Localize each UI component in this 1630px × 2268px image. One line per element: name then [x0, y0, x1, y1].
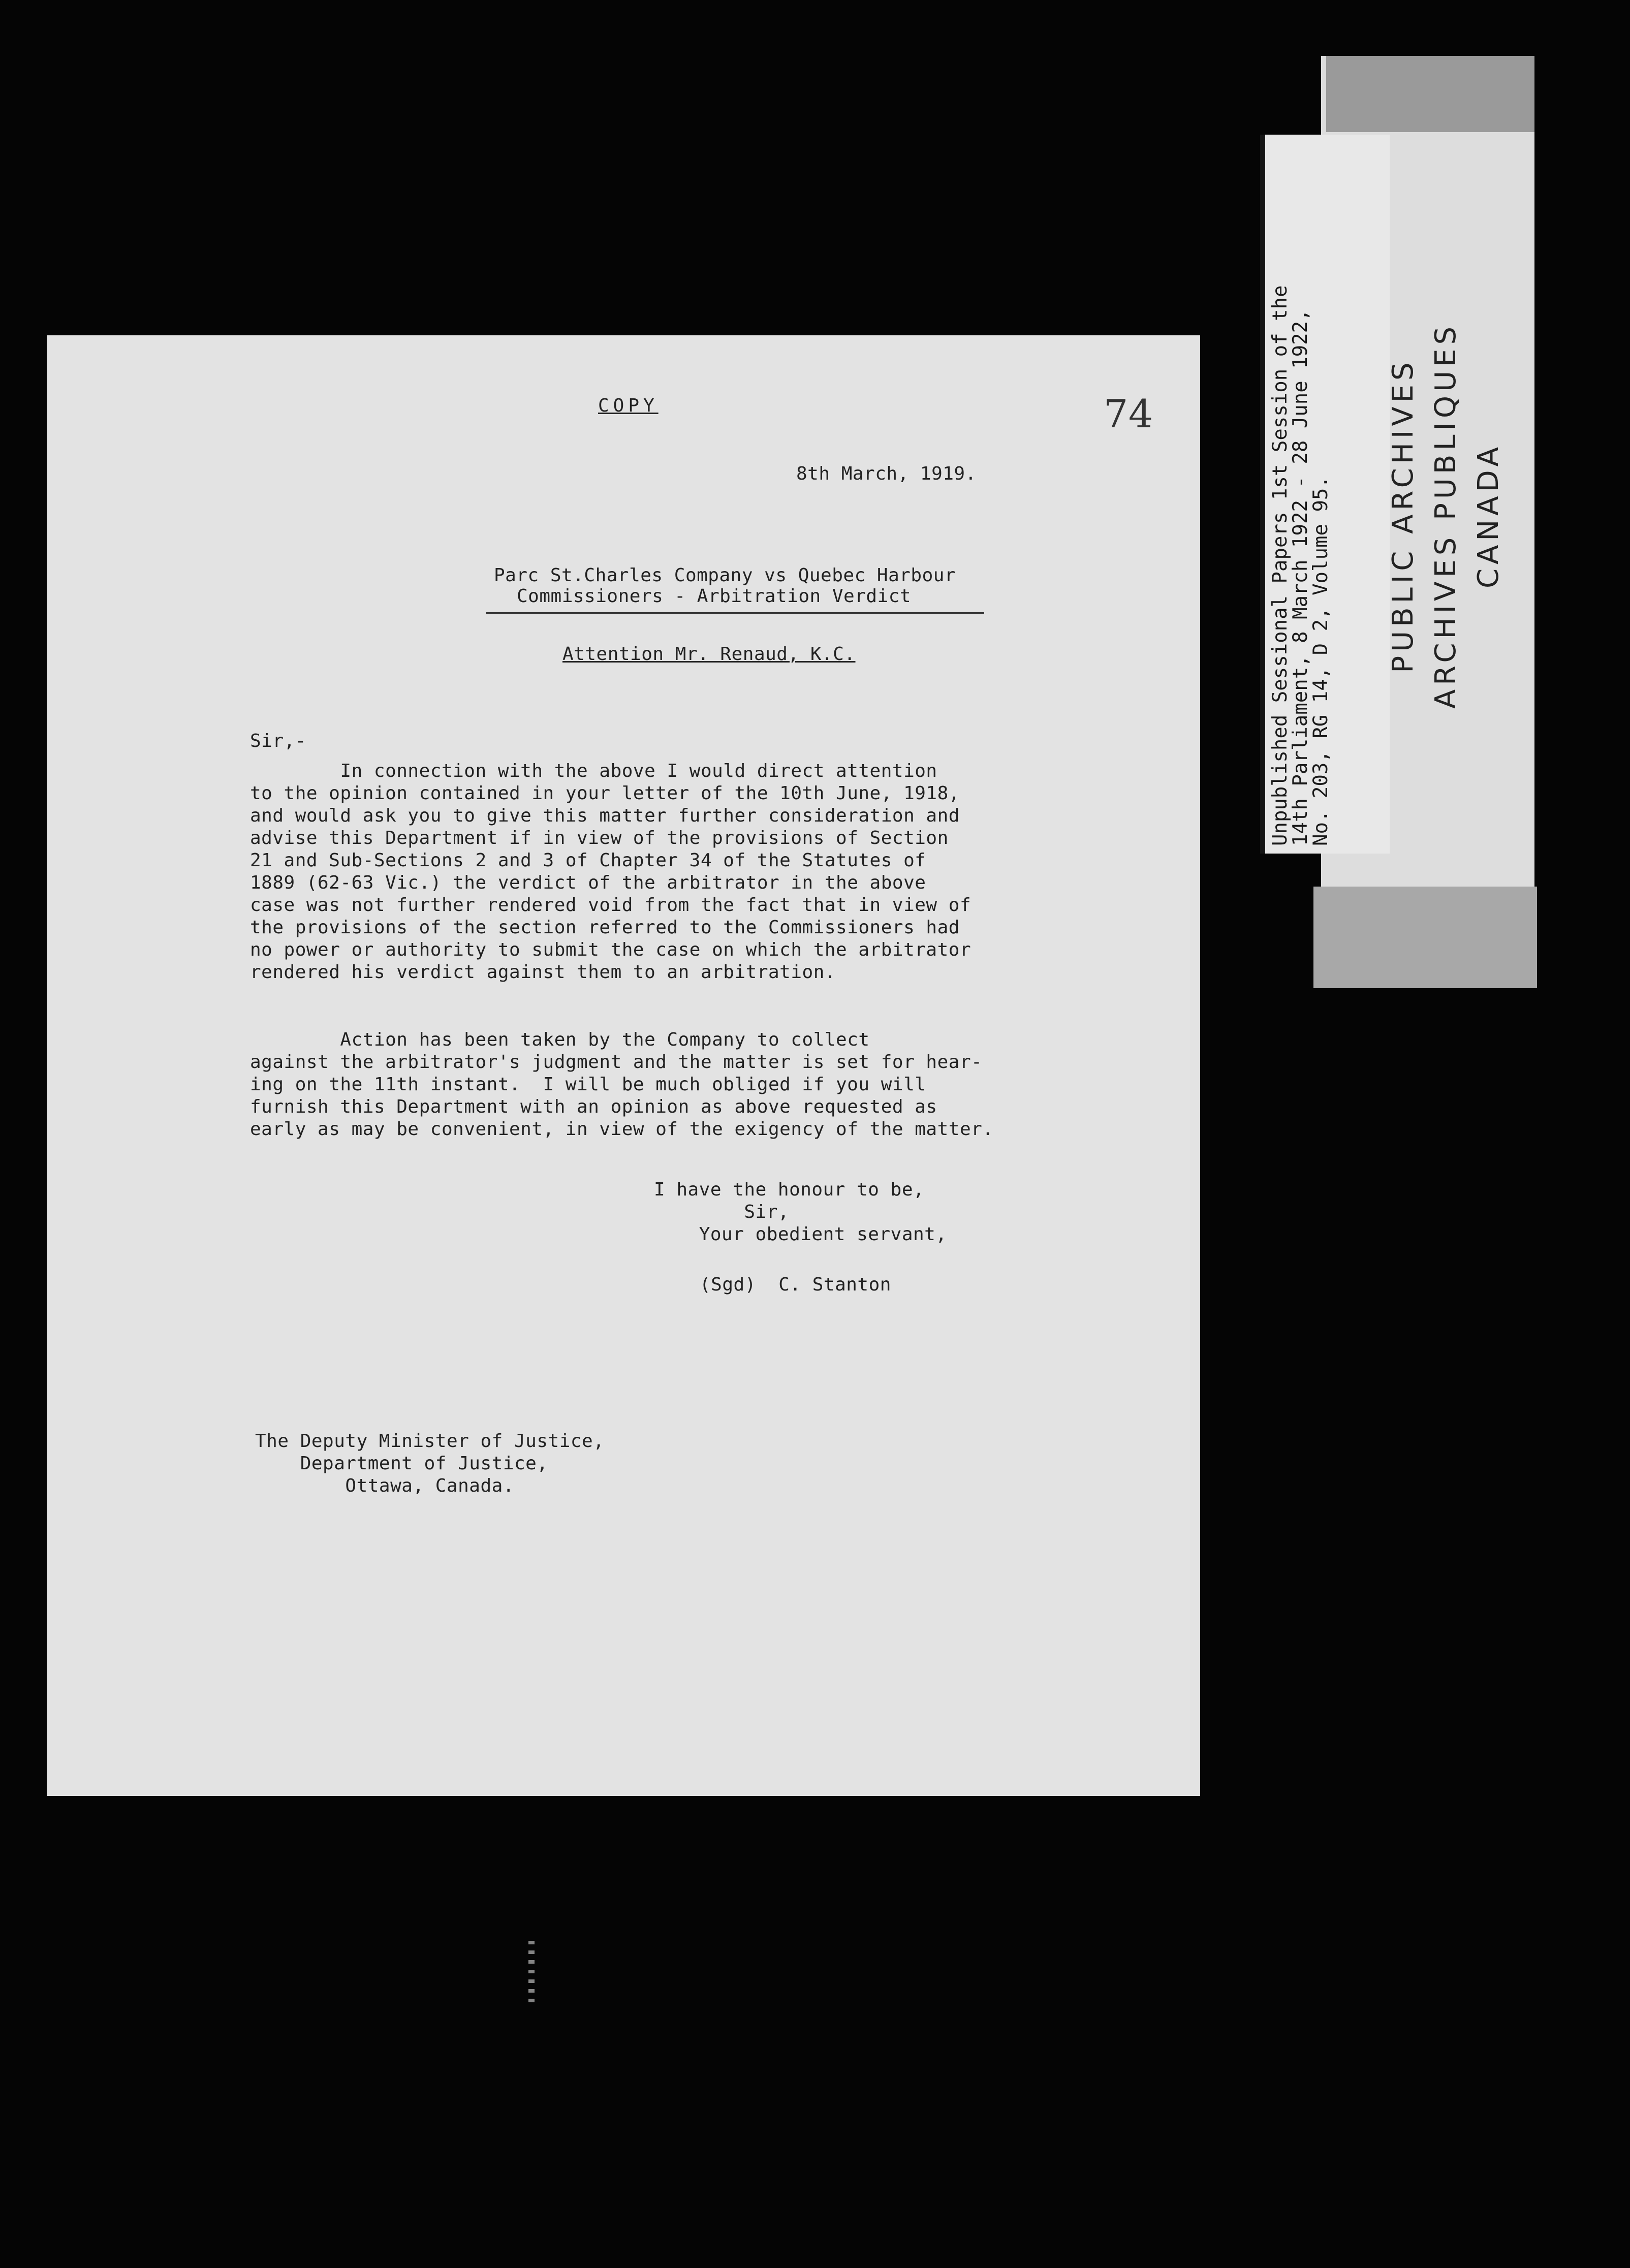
- label-card-shadow-top: [1326, 56, 1534, 132]
- label-card-shadow-bottom: [1313, 887, 1537, 988]
- archives-stamp: PUBLIC ARCHIVES ARCHIVES PUBLIQUES CANADA: [1387, 322, 1505, 709]
- subject-line-1: Parc St.Charles Company vs Quebec Harbour: [494, 565, 956, 586]
- letter-page: [47, 335, 1200, 1796]
- page-number: 74: [1104, 391, 1153, 436]
- signature: (Sgd) C. Stanton: [700, 1274, 891, 1295]
- archive-citation: Unpublished Sessional Papers 1st Session of the 14th Parliament, 8 March 1922 - 28 June 1922, No. 203, RG 14, D 2, Volume 95.: [1269, 285, 1332, 846]
- copy-heading: COPY: [598, 395, 659, 416]
- complimentary-closing: I have the honour to be, Sir, Your obedient servant,: [654, 1179, 947, 1245]
- recipient-address: The Deputy Minister of Justice, Department of Justice, Ottawa, Canada.: [255, 1431, 605, 1496]
- body-paragraph-1: In connection with the above I would direct attention to the opinion contained in your letter of the 10th June, 1918, and would ask you to give this matter further consideration and advise this Department if in view of the provisions of Section 21 and Sub-Sections 2 and 3 of Chapter 34 of the Statutes of 1889 (62-63 Vic.) the verdict of the arbitrator in the above case was not further rendered void from the fact that in view of the provisions of the section referred to the Commissioners had no power or authority to submit the case on which the arbitrator rendered his verdict against them to an arbitration.: [250, 761, 971, 983]
- body-paragraph-2: Action has been taken by the Company to collect against the arbitrator's judgment and the matter is set for hear- ing on the 11th instant. I will be much obliged if you will furnish this Department with an opinion as above requested as early as may be convenient, in view of the exigency of the matter.: [250, 1029, 994, 1140]
- salutation: Sir,-: [250, 731, 306, 751]
- letter-date: 8th March, 1919.: [796, 463, 977, 484]
- subject-line-2: Commissioners - Arbitration Verdict: [517, 586, 912, 607]
- attention-line: Attention Mr. Renaud, K.C.: [562, 644, 856, 665]
- film-scratch: [528, 1941, 535, 2007]
- subject-underline: [486, 612, 984, 614]
